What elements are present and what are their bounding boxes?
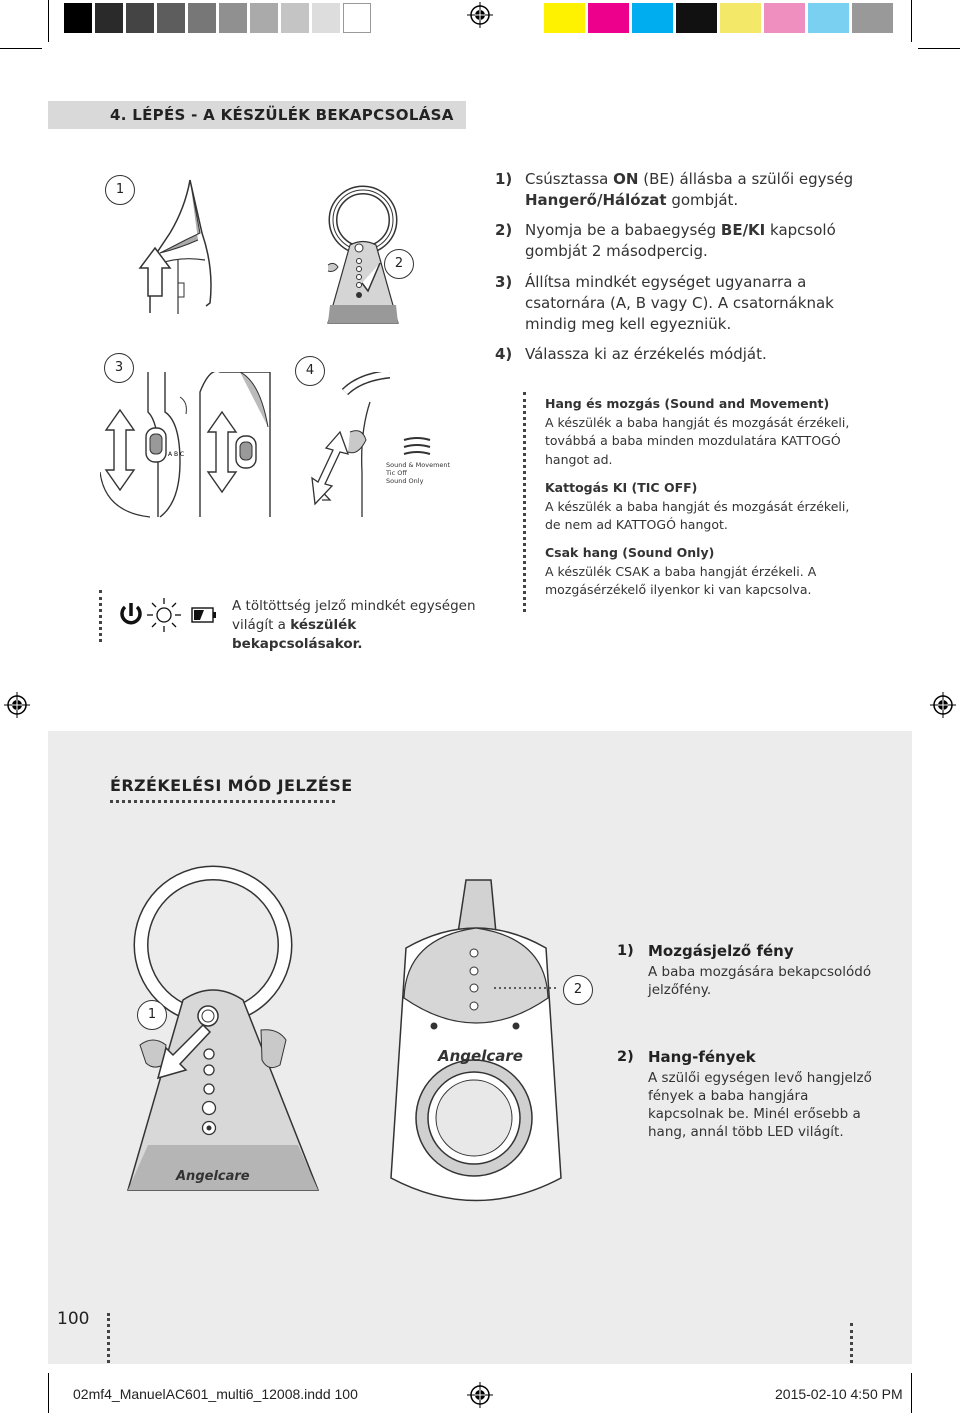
color-swatch — [808, 3, 849, 33]
step-text — [525, 220, 875, 262]
step-1 — [495, 169, 875, 211]
step-number: 1) — [495, 170, 513, 188]
callout-1: 1 — [137, 1000, 167, 1030]
baby-unit-illustration — [318, 183, 408, 331]
text: Nyomja be a babaegység — [525, 221, 721, 239]
crop-mark — [918, 48, 960, 49]
mode-switch-lines-icon — [402, 436, 432, 460]
item-number: 2) — [617, 1049, 634, 1065]
mode-tic-off — [545, 479, 865, 535]
mode-sound-only — [545, 544, 865, 600]
bold-text: Hangerő/Hálózat — [525, 191, 667, 209]
page-title: 4. LÉPÉS - A KÉSZÜLÉK BEKAPCSOLÁSA — [110, 106, 454, 124]
switch-mode-label: Sound & Movement — [386, 461, 451, 469]
gray-swatch — [188, 3, 216, 33]
callout-4: 4 — [295, 356, 325, 386]
registration-mark-icon — [467, 1382, 493, 1408]
text: gombját. — [666, 191, 739, 209]
crop-mark — [0, 48, 42, 49]
channel-switch-illustration — [100, 372, 390, 522]
mode-title: Hang és mozgás (Sound and Movement) — [545, 396, 830, 411]
mode-desc: A készülék a baba hangját és mozgását érzékeli, továbbá a baba minden mozdulatára KATTOGÓ hangot ad. — [545, 414, 850, 467]
battery-status-icons — [116, 597, 218, 633]
baby-unit-large-illustration — [118, 860, 328, 1200]
item-desc: A baba mozgására bekapcsolódó jelzőfény. — [648, 964, 872, 998]
crop-mark — [48, 1373, 49, 1413]
step-3 — [495, 272, 875, 335]
item-desc: A szülői egységen levő hangjelző fények a baba hangjára kapcsolnak be. Minél erősebb a hang, annál több LED világít. — [648, 1070, 872, 1140]
step-number: 4) — [495, 345, 513, 363]
title-underline — [110, 800, 335, 803]
text: A töltöttség jelző mindkét egységen világít a — [232, 598, 476, 633]
registration-mark-icon — [4, 692, 30, 718]
abc-labels: A B C — [168, 451, 185, 458]
registration-mark-icon — [467, 2, 493, 28]
color-swatch — [764, 3, 805, 33]
crop-mark — [911, 0, 912, 42]
light-icon — [147, 598, 181, 632]
brand-logo: Angelcare — [438, 1047, 523, 1065]
section-title: ÉRZÉKELÉSI MÓD JELZÉSE — [110, 776, 353, 795]
text: (BE) állásba a szülői egység — [638, 170, 854, 188]
callout-3: 3 — [104, 353, 134, 383]
mode-desc: A készülék CSAK a baba hangját érzékeli. A mozgásérzékelő ilyenkor ki van kapcsolva. — [545, 563, 817, 597]
text: Csúsztassa — [525, 170, 614, 188]
text: kapcsoló gombját 2 másodpercig. — [525, 221, 836, 260]
step-2 — [495, 220, 875, 262]
item-title: Mozgásjelző fény — [648, 942, 794, 960]
footer-file: 02mf4_ManuelAC601_multi6_12008.indd 100 — [73, 1386, 358, 1402]
step-text: Válassza ki az érzékelés módját. — [525, 345, 767, 363]
dotted-divider — [99, 590, 102, 642]
step-number: 3) — [495, 273, 513, 291]
color-swatch — [852, 3, 893, 33]
mode-title: Kattogás KI (TIC OFF) — [545, 480, 698, 495]
gray-swatch — [250, 3, 278, 33]
registration-mark-icon — [930, 692, 956, 718]
parent-unit-large-illustration — [386, 878, 566, 1223]
crop-mark — [911, 1373, 912, 1413]
dotted-divider — [523, 392, 526, 612]
callout-2: 2 — [384, 249, 414, 279]
callout-2: 2 — [563, 975, 593, 1005]
mode-desc: A készülék a baba hangját és mozgását érzékeli, de nem ad KATTOGÓ hangot. — [545, 498, 850, 532]
gray-swatch — [95, 3, 123, 33]
bold-text: ON — [613, 170, 639, 188]
gray-swatch — [64, 3, 92, 33]
step-text — [525, 169, 875, 211]
dotted-divider — [107, 1313, 110, 1363]
step-4 — [495, 344, 875, 365]
item-number: 1) — [617, 943, 634, 959]
bold-text: BE/KI — [720, 221, 766, 239]
color-swatch — [588, 3, 629, 33]
bold-text: készülék bekapcsolásakor. — [232, 617, 363, 652]
gray-swatch — [343, 3, 371, 33]
switch-mode-label: Sound Only — [386, 477, 424, 485]
color-swatch — [632, 3, 673, 33]
dotted-divider — [850, 1323, 853, 1363]
color-swatch — [676, 3, 717, 33]
parent-unit-side-illustration — [130, 178, 240, 318]
footer-date: 2015-02-10 4:50 PM — [775, 1386, 903, 1402]
color-swatch — [544, 3, 585, 33]
callout-1: 1 — [105, 175, 135, 205]
brand-logo: Angelcare — [176, 1169, 250, 1184]
power-icon — [122, 603, 140, 623]
gray-swatch — [281, 3, 309, 33]
battery-note — [232, 597, 482, 654]
color-swatch — [720, 3, 761, 33]
gray-swatch — [312, 3, 340, 33]
gray-swatch — [157, 3, 185, 33]
step-number: 2) — [495, 221, 513, 239]
switch-mode-labels — [386, 461, 450, 485]
battery-icon — [192, 608, 216, 622]
switch-mode-label: Tic Off — [386, 469, 407, 477]
item-title: Hang-fények — [648, 1048, 756, 1066]
mode-sound-movement — [545, 395, 865, 469]
page-number: 100 — [57, 1309, 90, 1329]
mode-title: Csak hang (Sound Only) — [545, 545, 715, 560]
gray-swatch — [126, 3, 154, 33]
step-text: Állítsa mindkét egységet ugyanarra a csatornára (A, B vagy C). A csatornáknak mindig meg kell egyezniük. — [525, 273, 834, 333]
crop-mark — [48, 0, 49, 42]
gray-swatch — [219, 3, 247, 33]
